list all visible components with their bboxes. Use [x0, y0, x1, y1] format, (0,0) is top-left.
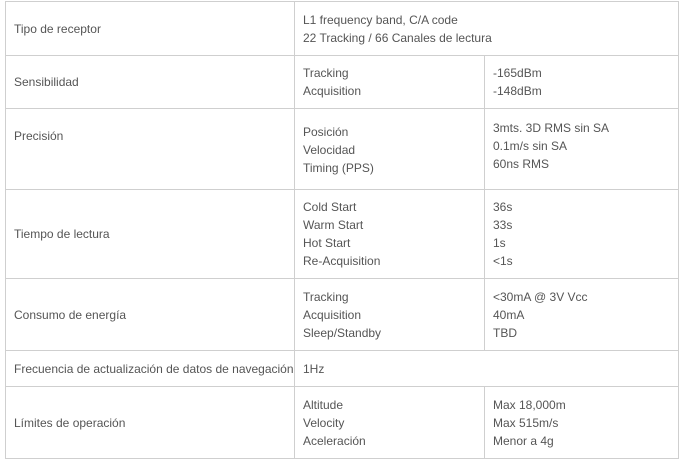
- spec-values: -165dBm -148dBm: [485, 56, 679, 109]
- spec-sublabels: Tracking Acquisition: [295, 56, 485, 109]
- spec-sublabels: Posición Velocidad Timing (PPS): [295, 109, 485, 190]
- spec-label: Frecuencia de actualización de datos de navegación: [6, 351, 295, 387]
- spec-value: 1Hz: [295, 351, 679, 387]
- table-row: [6, 109, 679, 190]
- spec-values: 36s 33s 1s <1s: [485, 190, 679, 279]
- spec-label: Tiempo de lectura: [6, 190, 295, 279]
- gps-spec-table: [5, 1, 679, 459]
- spec-label: Límites de operación: [6, 387, 295, 459]
- spec-sublabels: Cold Start Warm Start Hot Start Re-Acquisition: [295, 190, 485, 279]
- spec-label: Consumo de energía: [6, 279, 295, 351]
- spec-sublabels: Altitude Velocity Aceleración: [295, 387, 485, 459]
- table-row: [6, 279, 679, 351]
- spec-label: Precisión: [6, 109, 295, 190]
- spec-values: <30mA @ 3V Vcc 40mA TBD: [485, 279, 679, 351]
- table-row: [6, 387, 679, 459]
- table-row: [6, 190, 679, 279]
- table-row: [6, 2, 679, 56]
- spec-value: L1 frequency band, C/A code 22 Tracking / 66 Canales de lectura: [295, 2, 679, 56]
- table-row: [6, 56, 679, 109]
- spec-label: Sensibilidad: [6, 56, 295, 109]
- spec-values: 3mts. 3D RMS sin SA 0.1m/s sin SA 60ns RMS: [485, 109, 679, 190]
- spec-values: Max 18,000m Max 515m/s Menor a 4g: [485, 387, 679, 459]
- spec-sublabels: Tracking Acquisition Sleep/Standby: [295, 279, 485, 351]
- spec-label: Tipo de receptor: [6, 2, 295, 56]
- table-row: [6, 351, 679, 387]
